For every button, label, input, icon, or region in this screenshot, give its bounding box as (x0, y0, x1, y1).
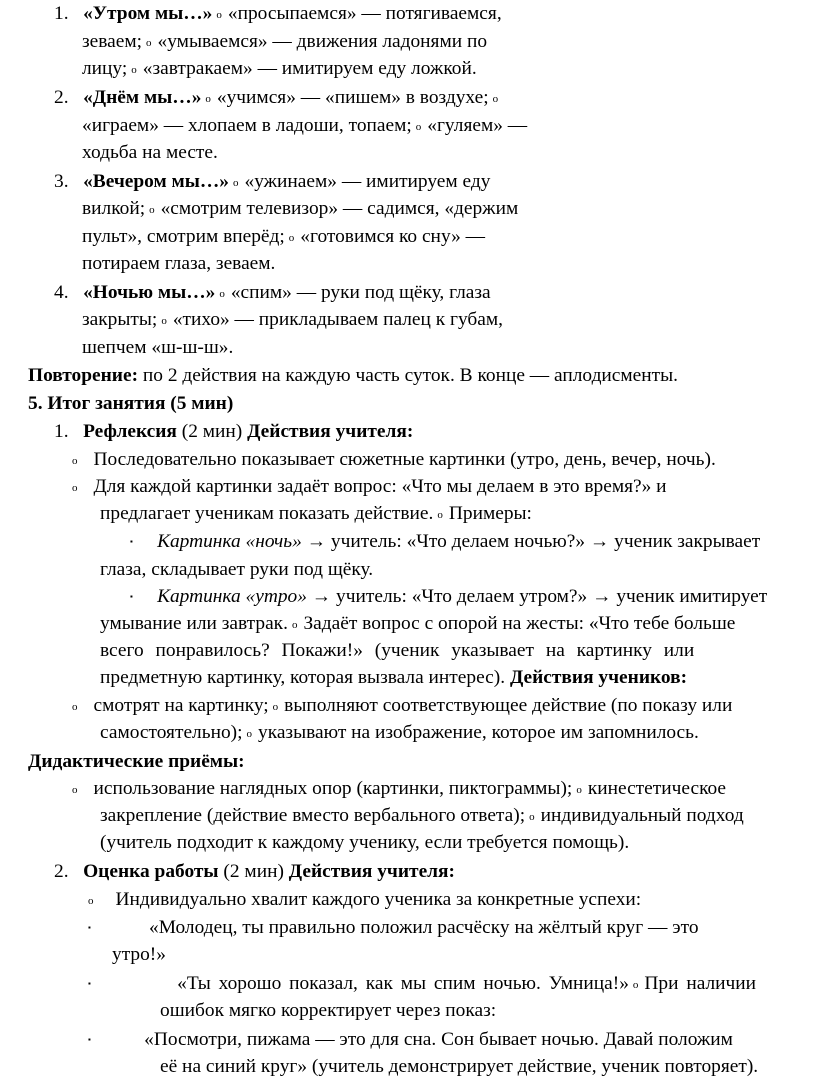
circle-bullet-icon: o (72, 482, 78, 494)
text-line (100, 806, 744, 825)
text: «играем» — хлопаем в ладоши, топаем; (82, 115, 412, 136)
circle-bullet-icon: o (576, 784, 582, 796)
list-text-line: ходьба на месте. (82, 142, 218, 163)
subsection-title: Рефлексия (83, 421, 177, 442)
section-heading (28, 752, 245, 771)
bullet-item (72, 477, 667, 496)
text: по 2 действия на каждую часть суток. В конце — аплодисменты. (138, 365, 679, 386)
list-item-evening (54, 172, 490, 191)
text: закрыты; (82, 309, 158, 330)
correction-item (88, 1030, 733, 1049)
list-text-line (82, 59, 477, 78)
circle-bullet-icon: o (149, 204, 155, 216)
text-line (100, 668, 687, 687)
text-line: утро!» (112, 944, 166, 965)
list-text-line (82, 199, 518, 218)
circle-bullet-icon: o (492, 93, 499, 105)
heading-text: 5. Итог занятия (5 мин) (28, 393, 234, 414)
praise-item (88, 918, 699, 937)
text: смотрят на картинку; (93, 695, 269, 716)
text: предметную картинку, которая вызвала интерес). (100, 667, 510, 688)
text: индивидуальный подход (540, 805, 744, 826)
list-number: 4. (54, 282, 69, 303)
square-bullet-icon: ▪ (88, 1035, 91, 1044)
text: кинестетическое (587, 778, 727, 799)
text: Последовательно показывает сюжетные картинки (утро, день, вечер, ночь). (93, 449, 716, 470)
text: При наличии (644, 973, 757, 994)
bullet-item (72, 696, 732, 715)
circle-bullet-icon: o (205, 93, 211, 105)
circle-bullet-icon: o (161, 315, 167, 327)
text: пульт», смотрим вперёд; (82, 226, 285, 247)
text: «готовимся ко сну» — (300, 226, 486, 247)
text: «учимся» — «пишем» в воздухе; (216, 87, 489, 108)
text: выполняют соответствующее действие (по показу или (284, 695, 733, 716)
text: использование наглядных опор (картинки, пиктограммы); (93, 778, 573, 799)
circle-bullet-icon: o (146, 37, 152, 49)
circle-bullet-icon: o (131, 64, 137, 76)
praise-item (88, 974, 756, 993)
circle-bullet-icon: o (437, 509, 443, 521)
text: (2 мин) (176, 421, 248, 442)
circle-bullet-icon: o (72, 701, 78, 713)
text-line (100, 504, 532, 523)
text-line: глаза, складывает руки под щёку. (100, 559, 374, 580)
text: умывание или завтрак. (100, 613, 288, 634)
square-bullet-icon: ▪ (88, 923, 91, 932)
list-text-line (82, 310, 503, 329)
list-item-title: «Ночью мы…» (83, 282, 216, 303)
text: зеваем; (82, 31, 143, 52)
text: → учитель: «Что делаем утром?» → ученик имитирует (306, 586, 768, 607)
list-item-title: «Вечером мы…» (83, 171, 229, 192)
text-line: ошибок мягко корректирует через показ: (160, 1000, 497, 1021)
list-text: «просыпаемся» — потягиваемся, (227, 3, 502, 24)
example-label: Картинка «утро» (157, 586, 307, 607)
text: «Посмотри, пижама — это для сна. Сон бывает ночью. Давай положим (144, 1029, 733, 1050)
circle-bullet-icon: o (415, 121, 422, 133)
text-line: всего понравилось? Покажи!» (ученик указывает на картинку или (100, 640, 695, 661)
example-label: Картинка «ночь» (157, 531, 302, 552)
text: (2 мин) (218, 861, 289, 882)
list-item-title: «Днём мы…» (83, 87, 202, 108)
example-item-night (130, 532, 760, 551)
list-number: 2. (54, 87, 69, 108)
list-text-line (82, 227, 485, 246)
list-item-morning (54, 4, 502, 23)
circle-bullet-icon: o (291, 619, 298, 631)
circle-bullet-icon: o (216, 9, 222, 21)
text: самостоятельно); (100, 722, 243, 743)
bullet-item (88, 890, 641, 909)
circle-bullet-icon: o (272, 701, 279, 713)
list-text-line (82, 32, 487, 51)
square-bullet-icon: ▪ (130, 592, 133, 601)
square-bullet-icon: ▪ (130, 537, 133, 546)
list-item-title: «Утром мы…» (83, 3, 213, 24)
list-number: 2. (54, 861, 69, 882)
label: Действия учителя: (247, 421, 414, 442)
circle-bullet-icon: o (88, 895, 94, 907)
circle-bullet-icon: o (529, 811, 535, 823)
list-item-day (54, 88, 504, 107)
list-number: 1. (54, 3, 69, 24)
list-text-line (82, 116, 527, 135)
subsection-reflection (54, 422, 413, 441)
list-text-line: потираем глаза, зеваем. (82, 253, 276, 274)
label: Повторение: (28, 365, 139, 386)
text: закрепление (действие вместо вербального ответа); (100, 805, 526, 826)
text: Задаёт вопрос с опорой на жесты: «Что тебе больше (303, 613, 736, 634)
list-number: 3. (54, 171, 69, 192)
subsection-evaluation (54, 862, 455, 881)
subsection-title: Оценка работы (83, 861, 219, 882)
bullet-item (72, 779, 726, 798)
text: лицу; (82, 58, 128, 79)
circle-bullet-icon: o (72, 455, 78, 467)
section-heading (28, 394, 233, 413)
circle-bullet-icon: o (288, 232, 295, 244)
text: вилкой; (82, 198, 146, 219)
label: Действия учителя: (288, 861, 455, 882)
text: «тихо» — прикладываем палец к губам, (172, 309, 503, 330)
text: «гуляем» — (427, 115, 528, 136)
circle-bullet-icon: o (233, 177, 239, 189)
list-number: 1. (54, 421, 69, 442)
list-item-night (54, 283, 491, 302)
circle-bullet-icon: o (219, 288, 225, 300)
label: Действия учеников: (509, 667, 688, 688)
circle-bullet-icon: o (246, 728, 252, 740)
circle-bullet-icon: o (72, 784, 78, 796)
bullet-item (72, 450, 716, 469)
square-bullet-icon: ▪ (88, 979, 91, 988)
text: Для каждой картинки задаёт вопрос: «Что мы делаем в это время?» и (93, 476, 667, 497)
text: Примеры: (448, 503, 532, 524)
circle-bullet-icon: o (632, 979, 639, 991)
list-text-line: шепчем «ш-ш-ш». (82, 337, 234, 358)
text: «ужинаем» — имитируем еду (244, 171, 491, 192)
text: «спим» — руки под щёку, глаза (230, 282, 491, 303)
text: «завтракаем» — имитируем еду ложкой. (142, 58, 477, 79)
text: → учитель: «Что делаем ночью?» → ученик закрывает (301, 531, 761, 552)
text: «смотрим телевизор» — садимся, «держим (160, 198, 519, 219)
text: Индивидуально хвалит каждого ученика за конкретные успехи: (115, 889, 642, 910)
repetition-paragraph (28, 366, 678, 385)
text: «Молодец, ты правильно положил расчёску на жёлтый круг — это (149, 917, 699, 938)
text-line: (учитель подходит к каждому ученику, если требуется помощь). (100, 832, 630, 853)
text-line (100, 723, 699, 742)
text: «Ты хорошо показал, как мы спим ночью. Умница!» (177, 973, 629, 994)
heading-text: Дидактические приёмы: (28, 751, 245, 772)
text: предлагает ученикам показать действие. (100, 503, 434, 524)
text-line (100, 614, 735, 633)
text: «умываемся» — движения ладонями по (157, 31, 488, 52)
example-item-morning (130, 587, 767, 606)
text: указывают на изображение, которое им запомнилось. (258, 722, 699, 743)
text-line: её на синий круг» (учитель демонстрирует действие, ученик повторяет). (160, 1056, 759, 1077)
